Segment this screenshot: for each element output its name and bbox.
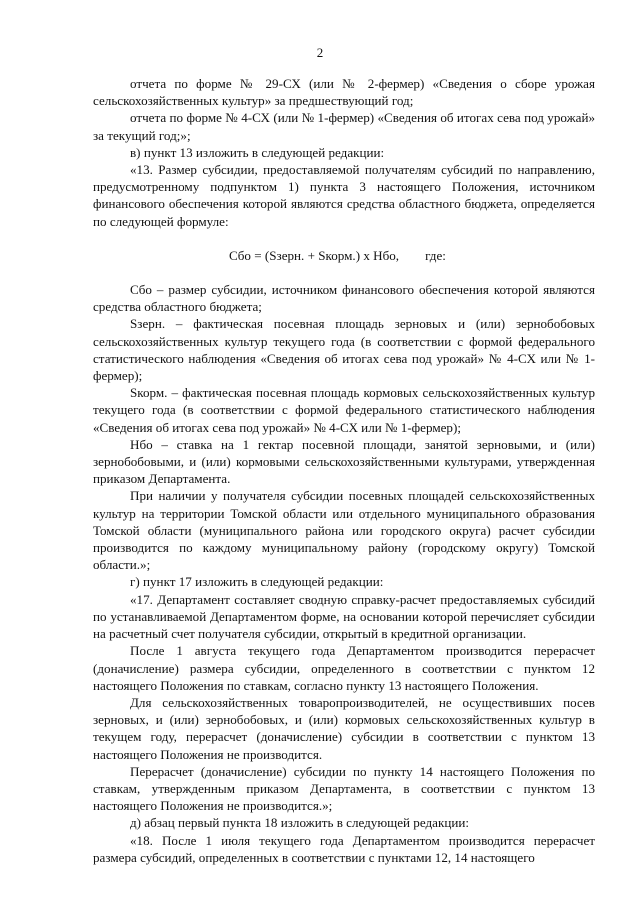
definition-paragraph: Sкорм. – фактическая посевная площадь кормовых сельскохозяйственных культур текущего года (в соответствии с формой федерального статистического наблюдения «Сведения об итогах сева под урожай» № 4-СХ или № 1-фермер); bbox=[93, 385, 595, 435]
paragraph: отчета по форме № 4-СХ (или № 1-фермер) «Сведения об итогах сева под урожай» за текущий год;»; bbox=[93, 110, 595, 143]
definition-paragraph: Sзерн. – фактическая посевная площадь зерновых и (или) зернобобовых сельскохозяйственных культур текущего года (в соответствии с формой федерального статистического наблюдения «Сведения об итогах сева под урожай» № 4-СХ или № 1-фермер); bbox=[93, 316, 595, 384]
paragraph: Для сельскохозяйственных товаропроизводителей, не осуществивших посев зерновых, и (или) зернобобовых, и (или) кормовых сельскохозяйственных культур в текущем году, перерасчет (доначисление) субсидии в соответствии с пунктом 13 настоящего Положения не производится. bbox=[93, 694, 595, 762]
paragraph: После 1 августа текущего года Департаментом производится перерасчет (доначисление) размера субсидии, определенного в соответствии с пунктом 12 настоящего Положения по ставкам, согласно пункту 13 настоящего Положения. bbox=[93, 643, 595, 693]
paragraph: д) абзац первый пункта 18 изложить в следующей редакции: bbox=[130, 815, 469, 831]
paragraph: «18. После 1 июля текущего года Департаментом производится перерасчет размера субсидий, определенных в соответствии с пунктами 12, 14 настоящего bbox=[93, 832, 595, 865]
paragraph: отчета по форме № 29-СХ (или № 2-фермер) «Сведения о сборе урожая сельскохозяйственных культур» за предшествующий год; bbox=[93, 76, 595, 109]
paragraph: «17. Департамент составляет сводную справку-расчет предоставляемых субсидий по устанавливаемой Департаментом форме, на основании которой перечисляет субсидии на расчетный счет получателя субсидии, открытый в кредитной организации. bbox=[93, 591, 595, 642]
formula-expression: Cбо = (Sзерн. + Sкорм.) х Нбо, bbox=[229, 247, 400, 263]
paragraph: в) пункт 13 изложить в следующей редакции: bbox=[130, 144, 385, 160]
page-number: 2 bbox=[316, 45, 324, 60]
paragraph: г) пункт 17 изложить в следующей редакции: bbox=[130, 574, 384, 590]
definition-paragraph: Нбо – ставка на 1 гектар посевной площади, занятой зерновыми, и (или) зернобобовыми, и (или) кормовыми сельскохозяйственными культурами, утвержденная приказом Департамента. bbox=[93, 436, 595, 487]
paragraph: Перерасчет (доначисление) субсидии по пункту 14 настоящего Положения по ставкам, утвержденным приказом Департамента, в соответствии с пунктом 13 настоящего Положения не производится.»; bbox=[93, 763, 595, 814]
document-body bbox=[93, 75, 595, 866]
paragraph: При наличии у получателя субсидии посевных площадей сельскохозяйственных культур на территории Томской области или отдельного муниципального образования Томской области (муниципального района или городского округа) расчет субсидии производится по каждому муниципальному району (городскому округу) Томской области.»; bbox=[93, 488, 595, 573]
paragraph: «13. Размер субсидии, предоставляемой получателям субсидий по направлению, предусмотренному подпунктом 1) пункта 3 настоящего Положения, источником финансового обеспечения которой являются средства областного бюджета, определяется по следующей формуле: bbox=[93, 162, 595, 229]
formula bbox=[93, 247, 595, 264]
definition-paragraph: Cбо – размер субсидии, источником финансового обеспечения которой являются средства областного бюджета; bbox=[93, 282, 595, 315]
formula-suffix: где: bbox=[425, 247, 446, 263]
